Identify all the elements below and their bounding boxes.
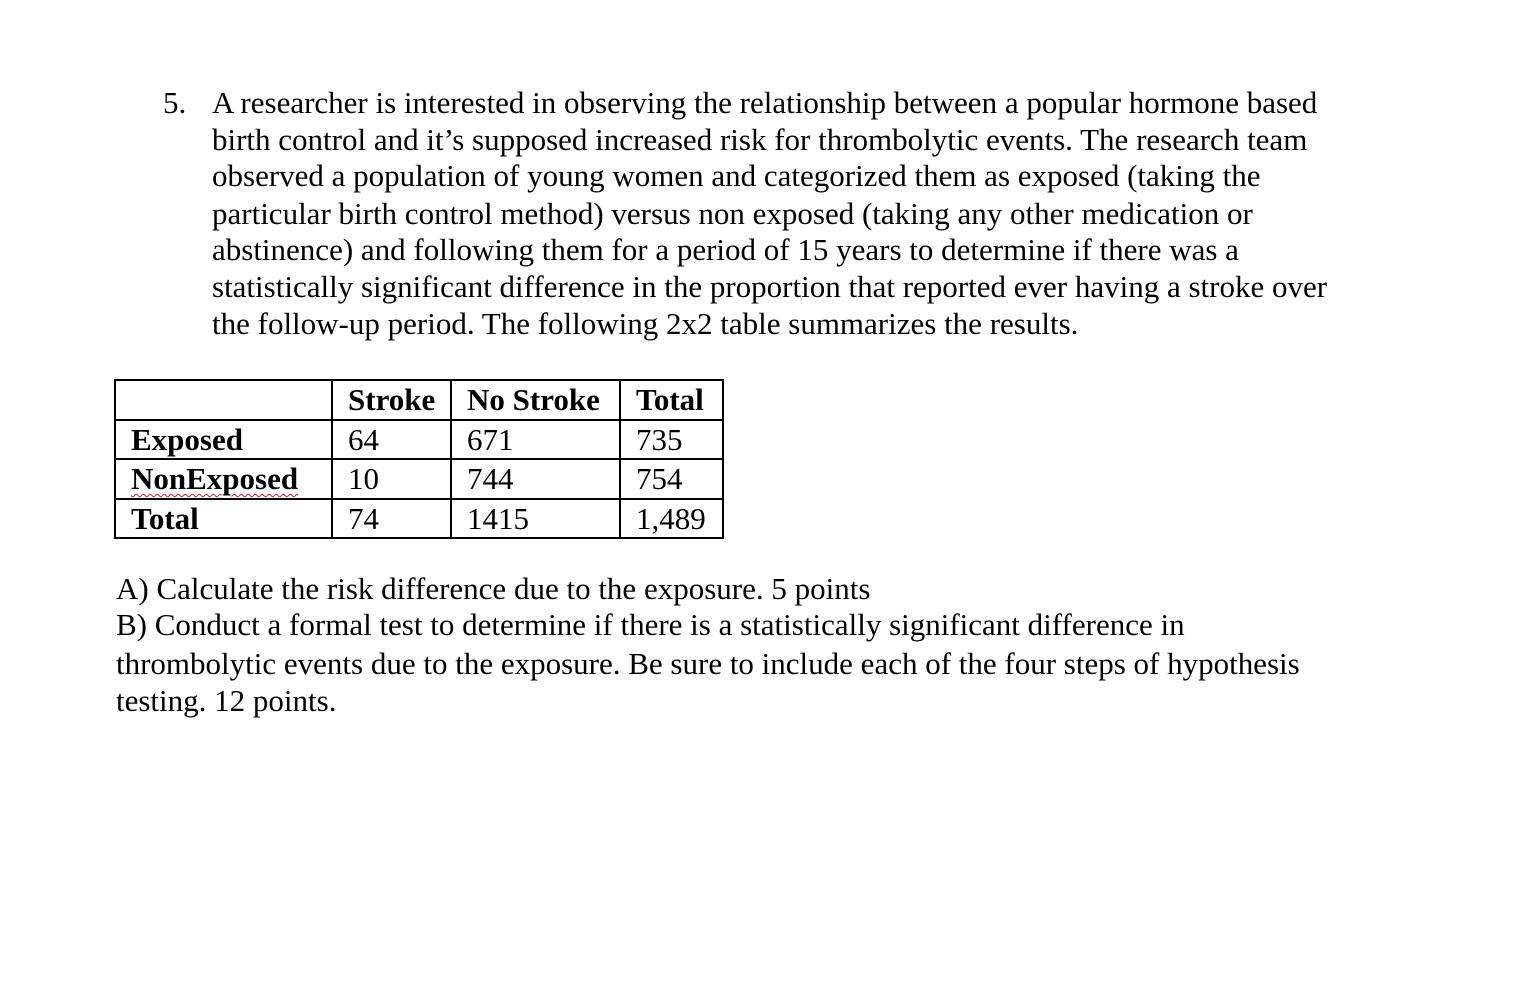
spellcheck-underline: NonExposed: [131, 461, 299, 496]
row-label-total: Total: [115, 499, 332, 539]
question-line-1: A researcher is interested in observing the relationship between a popular hormone based: [212, 85, 1318, 120]
cell-nonexposed-total: 754: [620, 459, 723, 499]
question-line-6: statistically significant difference in the proportion that reported ever having a stroke over: [212, 269, 1328, 304]
question-line-4: particular birth control method) versus non exposed (taking any other medication or: [212, 196, 1253, 231]
table-row-total: [115, 499, 723, 539]
cell-total-no-stroke: 1415: [451, 499, 620, 539]
cell-grand-total: 1,489: [620, 499, 723, 539]
subquestion-a: A) Calculate the risk difference due to the exposure. 5 points: [116, 571, 871, 606]
header-cell-no-stroke: No Stroke: [451, 380, 620, 420]
subquestion-b-line-2: thrombolytic events due to the exposure. Be sure to include each of the four steps of hypothesis: [116, 646, 1300, 681]
table-row-exposed: [115, 420, 723, 460]
row-label-nonexposed: [115, 459, 332, 499]
cell-exposed-no-stroke: 671: [451, 420, 620, 460]
question-line-5: abstinence) and following them for a period of 15 years to determine if there was a: [212, 232, 1239, 267]
cell-total-stroke: 74: [332, 499, 451, 539]
row-label-exposed: Exposed: [115, 420, 332, 460]
subquestion-b-line-1: B) Conduct a formal test to determine if there is a statistically significant difference in: [116, 607, 1185, 642]
cell-nonexposed-no-stroke: 744: [451, 459, 620, 499]
cell-exposed-total: 735: [620, 420, 723, 460]
table-header-row: [115, 380, 723, 420]
table-row-nonexposed: [115, 459, 723, 499]
header-cell-stroke: Stroke: [332, 380, 451, 420]
header-cell-blank: [115, 380, 332, 420]
header-cell-total: Total: [620, 380, 723, 420]
cell-nonexposed-stroke: 10: [332, 459, 451, 499]
results-table: [114, 379, 724, 539]
question-number: 5.: [163, 85, 187, 120]
question-line-7: the follow-up period. The following 2x2 table summarizes the results.: [212, 306, 1079, 341]
question-line-2: birth control and it’s supposed increased risk for thrombolytic events. The research team: [212, 122, 1308, 157]
question-line-3: observed a population of young women and categorized them as exposed (taking the: [212, 158, 1261, 193]
subquestion-b-line-3: testing. 12 points.: [116, 683, 337, 718]
cell-exposed-stroke: 64: [332, 420, 451, 460]
